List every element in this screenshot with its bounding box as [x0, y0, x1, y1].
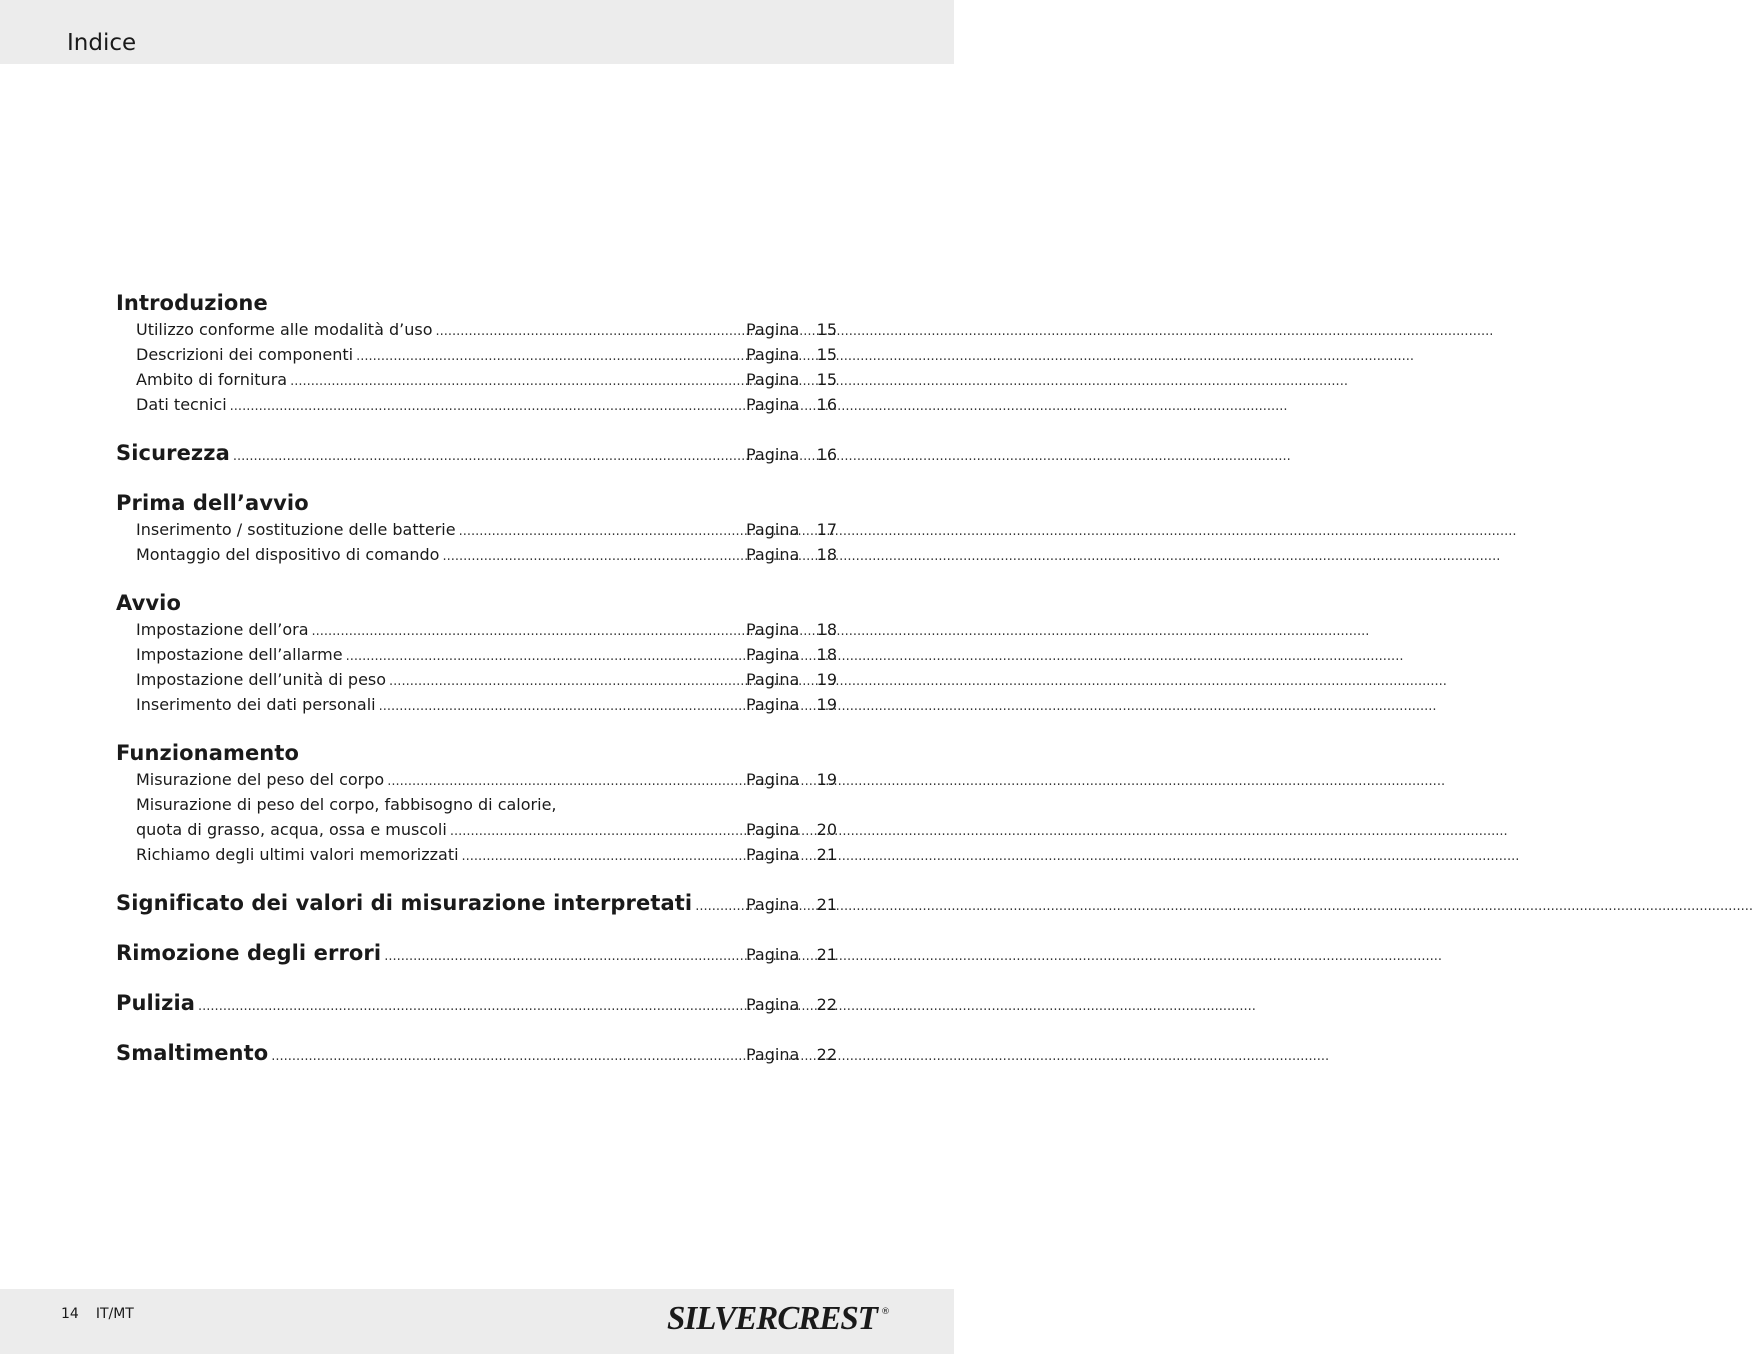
page-number: 21 — [816, 895, 837, 914]
toc-section-title: Smaltimento — [116, 1041, 269, 1065]
page-label: Pagina — [746, 345, 800, 364]
toc-entry-label: Impostazione dell’allarme — [136, 645, 343, 664]
page-number: 18 — [816, 645, 837, 664]
toc-section-title: Avvio — [116, 591, 182, 615]
toc-entry[interactable] — [116, 342, 837, 367]
page-label: Pagina — [746, 1045, 800, 1064]
toc-section-introduzione[interactable] — [116, 288, 837, 318]
page-number: 15 — [816, 370, 837, 389]
brand-registered-mark: ® — [881, 1307, 890, 1317]
page-title: Indice — [67, 30, 137, 56]
toc-section-smaltimento[interactable] — [116, 1038, 837, 1068]
footer-locale: IT/MT — [95, 1306, 134, 1322]
toc-entry[interactable] — [116, 617, 837, 642]
footer-page-number: 14 — [61, 1306, 79, 1322]
dot-leader — [462, 849, 745, 864]
brand-wordmark: SILVERCREST — [667, 1300, 880, 1337]
dot-leader — [271, 1049, 745, 1064]
page-number: 19 — [816, 695, 837, 714]
page-number: 16 — [816, 395, 837, 414]
page-label: Pagina — [746, 520, 800, 539]
toc-section-title: Significato dei valori di misurazione interpretati — [116, 891, 693, 915]
dot-leader — [290, 374, 745, 389]
page-label: Pagina — [746, 645, 800, 664]
toc-entry-label: Impostazione dell’ora — [136, 620, 309, 639]
dot-leader — [459, 524, 745, 539]
dot-leader — [356, 349, 745, 364]
silvercrest-logo — [667, 1298, 889, 1336]
page-label: Pagina — [746, 995, 800, 1014]
page-label: Pagina — [746, 845, 800, 864]
dot-leader — [384, 949, 745, 964]
toc-entry[interactable] — [116, 392, 837, 417]
dot-leader — [230, 399, 745, 414]
toc-entry-label: Descrizioni dei componenti — [136, 345, 354, 364]
toc-section-title: Pulizia — [116, 991, 196, 1015]
toc-section-title: Sicurezza — [116, 441, 230, 465]
toc-section-funzionamento[interactable] — [116, 738, 837, 768]
toc-entry[interactable] — [116, 642, 837, 667]
dot-leader — [695, 899, 745, 914]
toc-entry-label: Utilizzo conforme alle modalità d’uso — [136, 320, 433, 339]
toc-entry-label: Inserimento dei dati personali — [136, 695, 376, 714]
dot-leader — [389, 674, 745, 689]
page-number: 15 — [816, 320, 837, 339]
page-label: Pagina — [746, 395, 800, 414]
brand-logo-text — [667, 1300, 879, 1337]
page-number: 20 — [816, 820, 837, 839]
footer-page-info — [61, 1306, 151, 1322]
toc-entry[interactable] — [116, 367, 837, 392]
toc-section-prima-dell-avvio[interactable] — [116, 488, 837, 518]
page-label: Pagina — [746, 370, 800, 389]
dot-leader — [435, 324, 745, 339]
toc-entry-label: Montaggio del dispositivo di comando — [136, 545, 440, 564]
toc-section-title: Prima dell’avvio — [116, 491, 309, 515]
page-number: 18 — [816, 620, 837, 639]
page-number: 16 — [816, 445, 837, 464]
dot-leader — [346, 649, 745, 664]
dot-leader — [198, 999, 745, 1014]
toc-section-pulizia[interactable] — [116, 988, 837, 1018]
page-label: Pagina — [746, 320, 800, 339]
page-label: Pagina — [746, 895, 800, 914]
page-label: Pagina — [746, 945, 800, 964]
dot-leader — [233, 449, 745, 464]
toc-entry[interactable] — [116, 692, 837, 717]
page-label: Pagina — [746, 545, 800, 564]
toc-section-title: Introduzione — [116, 291, 268, 315]
toc-entry-label: Misurazione di peso del corpo, fabbisogno di calorie, — [136, 795, 557, 814]
toc-entry-label: Inserimento / sostituzione delle batterie — [136, 520, 456, 539]
dot-leader — [442, 549, 745, 564]
toc-section-rimozione-errori[interactable] — [116, 938, 837, 968]
page-number: 21 — [816, 845, 837, 864]
toc-entry-label: quota di grasso, acqua, ossa e muscoli — [136, 820, 447, 839]
toc-entry-label: Misurazione del peso del corpo — [136, 770, 385, 789]
toc-entry-label: Richiamo degli ultimi valori memorizzati — [136, 845, 459, 864]
toc-entry-label: Dati tecnici — [136, 395, 227, 414]
dot-leader — [387, 774, 745, 789]
toc-entry[interactable] — [116, 667, 837, 692]
toc-section-avvio[interactable] — [116, 588, 837, 618]
page-number: 15 — [816, 345, 837, 364]
page-label: Pagina — [746, 445, 800, 464]
page-number: 22 — [816, 995, 837, 1014]
dot-leader — [379, 699, 745, 714]
dot-leader — [312, 624, 745, 639]
toc-section-title: Rimozione degli errori — [116, 941, 382, 965]
page-number: 19 — [816, 770, 837, 789]
dot-leader — [450, 824, 745, 839]
page-label: Pagina — [746, 695, 800, 714]
page-number: 18 — [816, 545, 837, 564]
toc-entry[interactable] — [116, 767, 837, 792]
page-number: 22 — [816, 1045, 837, 1064]
toc-section-sicurezza[interactable] — [116, 438, 837, 468]
toc-entry[interactable] — [116, 317, 837, 342]
toc-entry[interactable] — [116, 842, 837, 867]
page-label: Pagina — [746, 820, 800, 839]
page-number: 21 — [816, 945, 837, 964]
toc-section-title: Funzionamento — [116, 741, 300, 765]
toc-entry[interactable] — [116, 792, 837, 817]
page-number: 17 — [816, 520, 837, 539]
toc-entry-continued[interactable] — [116, 817, 837, 842]
page-label: Pagina — [746, 770, 800, 789]
toc-entry[interactable] — [116, 542, 837, 567]
toc-section-significato[interactable] — [116, 888, 837, 918]
toc-entry-label: Impostazione dell’unità di peso — [136, 670, 387, 689]
header-band — [0, 0, 954, 64]
page-label: Pagina — [746, 670, 800, 689]
page-label: Pagina — [746, 620, 800, 639]
toc-entry-label: Ambito di fornitura — [136, 370, 288, 389]
toc-entry[interactable] — [116, 517, 837, 542]
page-number: 19 — [816, 670, 837, 689]
